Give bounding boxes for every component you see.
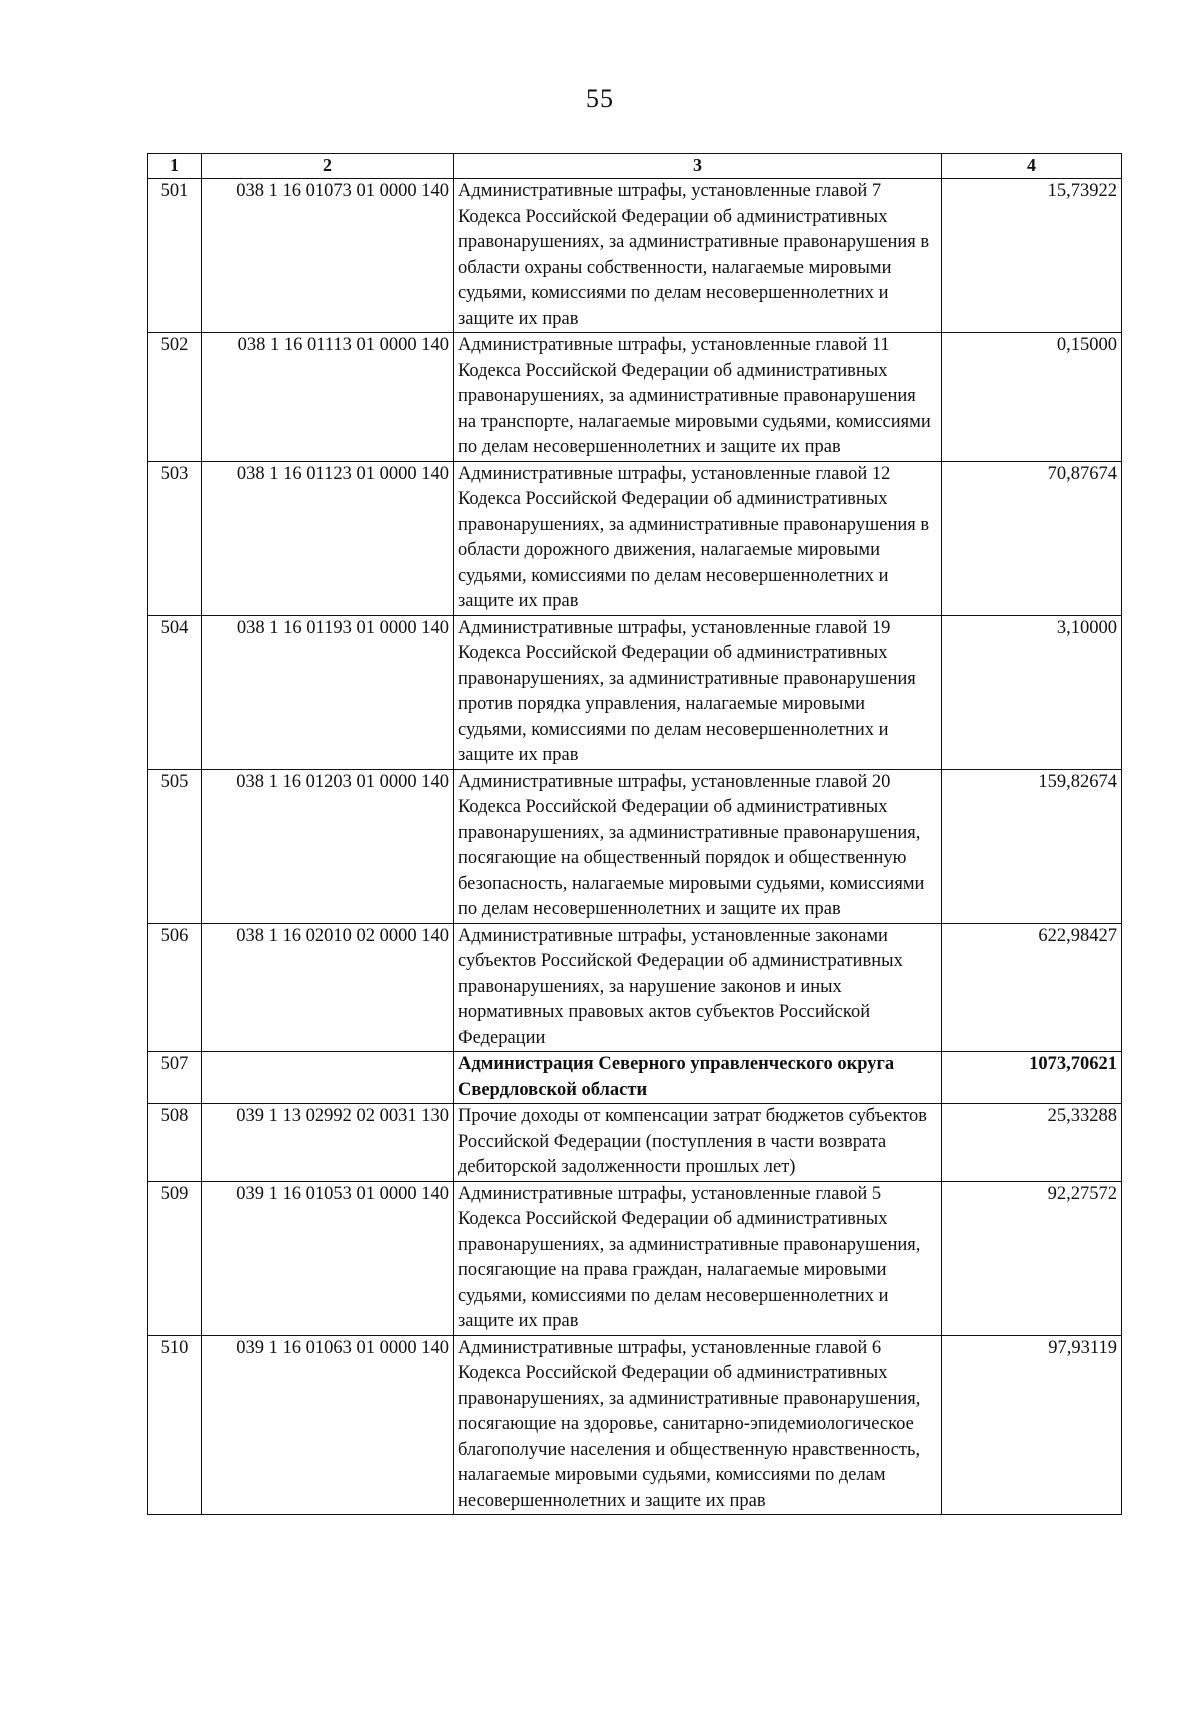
amount-cell: 622,98427	[942, 923, 1122, 1052]
budget-code-cell: 039 1 16 01063 01 0000 140	[202, 1335, 454, 1515]
revenue-table	[147, 153, 1122, 1515]
row-number-cell: 508	[148, 1104, 202, 1182]
column-header-description: 3	[454, 154, 942, 179]
amount-cell: 70,87674	[942, 461, 1122, 615]
amount-cell: 15,73922	[942, 179, 1122, 333]
description-cell: Административные штрафы, установленные главой 6 Кодекса Российской Федерации об административных правонарушениях, за административные правонарушения, посягающие на здоровье, санитарно-эпидемиологическое благополучие населения и общественную нравственность, налагаемые мировыми судьями, комиссиями по делам несовершеннолетних и защите их прав	[454, 1335, 942, 1515]
budget-code-cell: 038 1 16 02010 02 0000 140	[202, 923, 454, 1052]
row-number-cell: 510	[148, 1335, 202, 1515]
amount-cell: 92,27572	[942, 1181, 1122, 1335]
table-row	[148, 333, 1122, 462]
row-number-cell: 502	[148, 333, 202, 462]
amount-cell: 25,33288	[942, 1104, 1122, 1182]
table-row	[148, 1335, 1122, 1515]
table-row	[148, 1104, 1122, 1182]
budget-code-cell: 038 1 16 01073 01 0000 140	[202, 179, 454, 333]
budget-code-cell: 038 1 16 01193 01 0000 140	[202, 615, 454, 769]
row-number-cell: 507	[148, 1052, 202, 1104]
budget-code-cell: 039 1 16 01053 01 0000 140	[202, 1181, 454, 1335]
column-header-amount: 4	[942, 154, 1122, 179]
row-number-cell: 509	[148, 1181, 202, 1335]
description-cell: Административные штрафы, установленные главой 11 Кодекса Российской Федерации об административных правонарушениях, за административные правонарушения на транспорте, налагаемые мировыми судьями, комиссиями по делам несовершеннолетних и защите их прав	[454, 333, 942, 462]
description-cell: Административные штрафы, установленные главой 12 Кодекса Российской Федерации об административных правонарушениях, за административные правонарушения в области дорожного движения, налагаемые мировыми судьями, комиссиями по делам несовершеннолетних и защите их прав	[454, 461, 942, 615]
row-number-cell: 506	[148, 923, 202, 1052]
column-header-code: 2	[202, 154, 454, 179]
column-header-number: 1	[148, 154, 202, 179]
table-row	[148, 923, 1122, 1052]
description-cell: Административные штрафы, установленные главой 7 Кодекса Российской Федерации об административных правонарушениях, за административные правонарушения в области охраны собственности, налагаемые мировыми судьями, комиссиями по делам несовершеннолетних и защите их прав	[454, 179, 942, 333]
row-number-cell: 501	[148, 179, 202, 333]
row-number-cell: 503	[148, 461, 202, 615]
description-cell: Административные штрафы, установленные главой 19 Кодекса Российской Федерации об административных правонарушениях, за административные правонарушения против порядка управления, налагаемые мировыми судьями, комиссиями по делам несовершеннолетних и защите их прав	[454, 615, 942, 769]
description-cell: Административные штрафы, установленные главой 20 Кодекса Российской Федерации об административных правонарушениях, за административные правонарушения, посягающие на общественный порядок и общественную безопасность, налагаемые мировыми судьями, комиссиями по делам несовершеннолетних и защите их прав	[454, 769, 942, 923]
amount-cell: 159,82674	[942, 769, 1122, 923]
amount-cell: 1073,70621	[942, 1052, 1122, 1104]
description-cell: Административные штрафы, установленные законами субъектов Российской Федерации об административных правонарушениях, за нарушение законов и иных нормативных правовых актов субъектов Российской Федерации	[454, 923, 942, 1052]
description-cell: Прочие доходы от компенсации затрат бюджетов субъектов Российской Федерации (поступления в части возврата дебиторской задолженности прошлых лет)	[454, 1104, 942, 1182]
table-row	[148, 1181, 1122, 1335]
table-row	[148, 615, 1122, 769]
budget-code-cell	[202, 1052, 454, 1104]
table-row	[148, 769, 1122, 923]
row-number-cell: 504	[148, 615, 202, 769]
amount-cell: 97,93119	[942, 1335, 1122, 1515]
description-cell: Административные штрафы, установленные главой 5 Кодекса Российской Федерации об административных правонарушениях, за административные правонарушения, посягающие на права граждан, налагаемые мировыми судьями, комиссиями по делам несовершеннолетних и защите их прав	[454, 1181, 942, 1335]
page-number: 55	[586, 84, 614, 113]
amount-cell: 3,10000	[942, 615, 1122, 769]
table-row	[148, 1052, 1122, 1104]
budget-code-cell: 038 1 16 01203 01 0000 140	[202, 769, 454, 923]
table-header-row	[148, 154, 1122, 179]
table-row	[148, 461, 1122, 615]
budget-code-cell: 038 1 16 01113 01 0000 140	[202, 333, 454, 462]
row-number-cell: 505	[148, 769, 202, 923]
budget-code-cell: 039 1 13 02992 02 0031 130	[202, 1104, 454, 1182]
table-row	[148, 179, 1122, 333]
table-body	[148, 179, 1122, 1515]
budget-code-cell: 038 1 16 01123 01 0000 140	[202, 461, 454, 615]
description-cell: Администрация Северного управленческого округа Свердловской области	[454, 1052, 942, 1104]
amount-cell: 0,15000	[942, 333, 1122, 462]
